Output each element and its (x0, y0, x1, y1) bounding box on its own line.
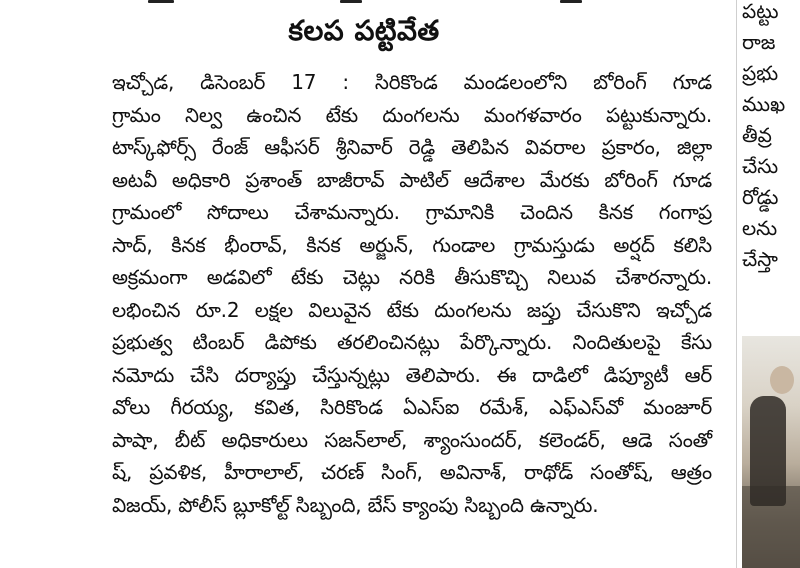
article-line: లభించిన రూ.2 లక్షల విలువైన టేకు దుంగలను జప్తు చేసుకొని ఇచ్చోడ (112, 297, 712, 322)
news-photo (742, 336, 800, 568)
article-line: ప్రభుత్వ టింబర్ డిపోకు తరలించినట్లు పేర్కొన్నారు. నిందితులపై కేసు (112, 330, 712, 354)
column-divider (736, 0, 737, 568)
article-line: అక్రమంగా అడవిలో టేకు చెట్లు నరికి తీసుకొచ్చి నిలువ చేశారన్నారు. (112, 265, 712, 289)
article-line: ష్, ప్రవళిక, హీరాలాల్, చరణ్ సింగ్, అవినాశ్, రాథోడ్ సంతోష్, ఆత్రం (112, 460, 712, 484)
article-line: పాషా, బీట్ అధికారులు సజన్‌లాల్, శ్యాంసుందర్, కలెండర్, ఆడె సంతో (112, 427, 712, 452)
article-line: వోలు గీరయ్య, కవిత, సిరికొండ ఏఎస్ఐ రమేశ్, ఎఫ్ఎస్‌వో మంజూర్ (112, 395, 712, 419)
adjacent-line: తీవ్ర (742, 123, 772, 147)
adjacent-line: లను (742, 216, 778, 240)
article-body (112, 66, 712, 521)
adjacent-line: పట్టు (742, 0, 779, 23)
adjacent-line: ముఖ (742, 92, 786, 116)
top-rule (0, 0, 728, 6)
adjacent-line: రాజ (742, 30, 776, 54)
adjacent-line: చేస్తా (742, 247, 778, 271)
article-line: నమోదు చేసి దర్యాప్తు చేస్తున్నట్లు తెలిపారు. ఈ దాడిలో డిప్యూటీ ఆర్ (112, 362, 712, 387)
article-line: విజయ్, పోలీస్ బ్లూకోల్ట్ సిబ్బంది, బేస్ క్యాంపు సిబ్బంది ఉన్నారు. (112, 492, 599, 517)
article-headline: కలప పట్టివేత (288, 14, 440, 47)
article-line: టాస్క్‌ఫోర్స్ రేంజ్ ఆఫీసర్ శ్రీనివార్ రెడ్డి తెలిపిన వివరాల ప్రకారం, జిల్లా (112, 135, 712, 159)
article-line: గ్రామంలో సోదాలు చేశామన్నారు. గ్రామానికి చెందిన కినక గంగాప్ర (112, 200, 712, 224)
article-line: గ్రామం నిల్వ ఉంచిన టేకు దుంగలను మంగళవారం పట్టుకున్నారు. (112, 102, 712, 127)
adjacent-line: ప్రభు (742, 61, 779, 85)
article-line: అటవీ అధికారి ప్రశాంత్ బాజీరావ్ పాటిల్ ఆదేశాల మేరకు బోరింగ్ గూడ (112, 167, 712, 192)
article-line: సాద్, కినక భీంరావ్, కినక అర్జున్, గుండాల గ్రామస్తుడు అర్షద్ కలిసి (112, 232, 712, 257)
adjacent-article-text (742, 0, 800, 275)
article-line: ఇచ్చోడ, డిసెంబర్ 17 : సిరికొండ మండలంలోని బోరింగ్ గూడ (112, 70, 712, 94)
adjacent-line: రోడ్డు (742, 185, 779, 209)
adjacent-line: చేసు (742, 154, 779, 178)
